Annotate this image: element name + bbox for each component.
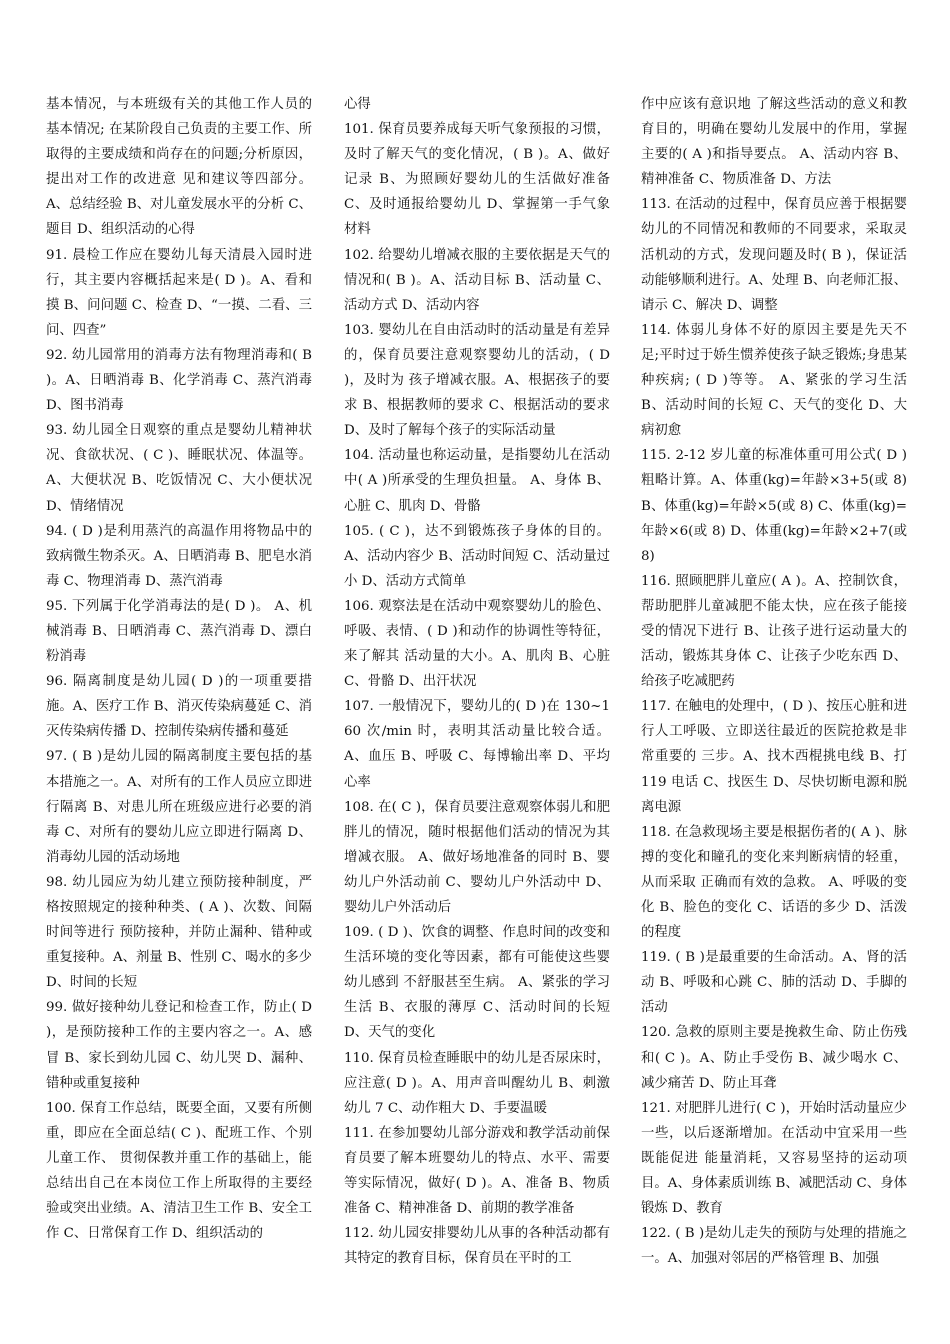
paragraph: 97. ( B )是幼儿园的隔离制度主要包括的基本措施之一。A、对所有的工作人员应立即进行隔离 B、对患儿所在班级应进行必要的消毒 C、对所有的婴幼儿应立即进行隔离 D、消毒幼儿园的活动场地 [46,749,312,865]
paragraph: 93. 幼儿园全日观察的重点是婴幼儿精神状况、食欲状况、( C )、睡眠状况、体温等。A、大便状况 B、吃饭情况 C、大小便状况 D、情绪情况 [46,423,312,514]
paragraph: 100. 保育工作总结，既要全面，又要有所侧重，即应在全面总结( C )、配班工作、个别儿童工作、 贯彻保教并重工作的基础上，能总结出自己在本岗位工作上所取得的主要经验或突出业绩。A、清洁卫生工作 B、安全工作 C、日常保育工作 D、组织活动的 [46,1100,312,1242]
paragraph: 121. 对肥胖儿进行( C )，开始时活动量应少一些，以后逐渐增加。在活动中宜采用一些既能促进 能量消耗，又容易坚持的运动项目。A、身体素质训练 B、减肥活动 C、身体锻炼 D、教育 [641,1100,907,1217]
paragraph: 118. 在急救现场主要是根据伤者的( A )、脉搏的变化和瞳孔的变化来判断病情的轻重，从而采取 正确而有效的急救。 A、呼吸的变化 B、脸色的变化 C、话语的多少 D、活泼的程度 [641,824,907,941]
text-column-right [641,92,907,1271]
paragraph: 106. 观察法是在活动中观察婴幼儿的脸色、呼吸、表情、( D )和动作的协调性等特征，来了解其 活动量的大小。A、肌肉 B、心脏 C、骨骼 D、出汗状况 [344,598,610,690]
paragraph: 120. 急救的原则主要是挽救生命、防止伤残和( C )。A、防止手受伤 B、减少喝水 C、减少痛苦 D、防止耳聋 [641,1025,907,1091]
paragraph: 心得 [344,97,371,112]
paragraph: 112. 幼儿园安排婴幼儿从事的各种活动都有其特定的教育目标，保育员在平时的工 [344,1226,610,1267]
paragraph: 109. ( D )、饮食的调整、作息时间的改变和生活环境的变化等因素，都有可能使这些婴幼儿感到 不舒服甚至生病。 A、紧张的学习生活 B、衣服的薄厚 C、活动时间的长短 D、天气的变化 [344,925,610,1041]
paragraph: 103. 婴幼儿在自由活动时的活动量是有差异的，保育员要注意观察婴幼儿的活动，( D )，及时为 孩子增减衣服。A、根据孩子的要求 B、根据教师的要求 C、根据活动的要求 D、及时了解每个孩子的实际活动量 [344,322,610,439]
paragraph: 113. 在活动的过程中，保育员应善于根据婴幼儿的不同情况和教师的不同要求，采取灵活机动的方式，发现问题及时( B )，保证活动能够顺利进行。A、处理 B、向老师汇报、请示 C、解决 D、调整 [641,197,907,313]
paragraph: 94. ( D )是利用蒸汽的高温作用将物品中的致病微生物杀灭。A、日晒消毒 B、肥皂水消毒 C、物理消毒 D、蒸汽消毒 [46,523,312,589]
paragraph: 104. 活动量也称运动量，是指婴幼儿在活动中( A )所承受的生理负担量。 A、身体 B、心脏 C、肌肉 D、骨骼 [344,448,610,514]
paragraph: 96. 隔离制度是幼儿园( D )的一项重要措施。A、医疗工作 B、消灭传染病蔓延 C、消灭传染病传播 D、控制传染病传播和蔓延 [46,674,312,740]
paragraph: 101. 保育员要养成每天听气象预报的习惯，及时了解天气的变化情况，( B )。A、做好记录 B、为照顾好婴幼儿的生活做好准备 C、及时通报给婴幼儿 D、掌握第一手气象材料 [344,122,610,238]
paragraph: 102. 给婴幼儿增减衣服的主要依据是天气的情况和( B )。A、活动目标 B、活动量 C、活动方式 D、活动内容 [344,247,610,313]
paragraph: 117. 在触电的处理中，( D )、按压心脏和进行人工呼吸、立即送往最近的医院抢救是非常重要的 三步。A、找木西棍挑电线 B、打 119 电话 C、找医生 D、尽快切断电源和脱离电源 [641,699,907,815]
paragraph: 108. 在( C )，保育员要注意观察体弱儿和肥胖儿的情况，随时根据他们活动的情况为其增减衣服。 A、做好场地准备的同时 B、婴幼儿户外活动前 C、婴幼儿户外活动中 D、婴幼儿户外活动后 [344,799,610,915]
paragraph: 114. 体弱儿身体不好的原因主要是先天不足;平时过于娇生惯养使孩子缺乏锻炼;身患某种疾病; ( D )等等。 A、紧张的学习生活 B、活动时间的长短 C、天气的变化 D、大病初愈 [641,322,907,439]
paragraph: 111. 在参加婴幼儿部分游戏和教学活动前保育员要了解本班婴幼儿的特点、水平、需要等实际情况，做好( D )。A、准备 B、物质准备 C、精神准备 D、前期的教学准备 [344,1125,610,1217]
paragraph: 98. 幼儿园应为幼儿建立预防接种制度，严格按照规定的接种种类、( A )、次数、间隔时间等进行 预防接种，并防止漏种、错种或重复接种。A、剂量 B、性别 C、喝水的多少 D、时间的长短 [46,874,312,991]
paragraph: 91. 晨检工作应在婴幼儿每天清晨入园时进行，其主要内容概括起来是( D )。A、看和摸 B、问问题 C、检查 D、“一摸、二看、三问、四查” [46,247,312,338]
paragraph: 105. ( C )，达不到锻炼孩子身体的目的。A、活动内容少 B、活动时间短 C、活动量过小 D、活动方式简单 [344,523,610,589]
paragraph: 作中应该有意识地 了解这些活动的意义和教育目的，明确在婴幼儿发展中的作用，掌握主要的( A )和指导要点。 A、活动内容 B、精神准备 C、物质准备 D、方法 [641,97,907,188]
paragraph: 95. 下列属于化学消毒法的是( D )。 A、机械消毒 B、日晒消毒 C、蒸汽消毒 D、漂白粉消毒 [46,598,312,665]
paragraph: 99. 做好接种幼儿登记和检查工作，防止( D )，是预防接种工作的主要内容之一。A、感冒 B、家长到幼儿园 C、幼儿哭 D、漏种、错种或重复接种 [46,1000,312,1091]
paragraph: 110. 保育员检查睡眠中的幼儿是否尿床时，应注意( D )。A、用声音叫醒幼儿 B、刺激幼儿 7 C、动作粗大 D、手要温暖 [344,1050,610,1116]
paragraph: 122. ( B )是幼儿走失的预防与处理的措施之一。A、加强对邻居的严格管理 B、加强 [641,1226,907,1267]
text-column-middle [344,92,610,1271]
paragraph: 119. ( B )是最重要的生命活动。A、肾的活动 B、呼吸和心跳 C、肺的活动 D、手脚的活动 [641,950,907,1016]
paragraph: 92. 幼儿园常用的消毒方法有物理消毒和( B )。A、日晒消毒 B、化学消毒 C、蒸汽消毒 D、图书消毒 [46,347,312,414]
paragraph: 基本情况，与本班级有关的其他工作人员的基本情况; 在某阶段自己负责的主要工作、所取得的主要成绩和尚存在的问题;分析原因，提出对工作的改进意 见和建议等四部分。A、总结经验 B、对儿童发展水平的分析 C、题目 D、组织活动的心得 [46,97,312,238]
paragraph: 116. 照顾肥胖儿童应( A )。A、控制饮食，帮助肥胖儿童减肥不能太快，应在孩子能接受的情况下进行 B、让孩子进行运动量大的活动，锻炼其身体 C、让孩子少吃东西 D、给孩子吃减肥药 [641,573,907,690]
paragraph: 107. 一般情况下，婴幼儿的( D )在 130~160 次/min 时，表明其活动量比较合适。A、血压 B、呼吸 C、每博输出率 D、平均心率 [344,699,610,790]
text-column-left [46,92,312,1246]
paragraph: 115. 2-12 岁儿童的标准体重可用公式( D )粗略计算。A、体重(kg)=年龄×3+5(或 8) B、体重(kg)=年龄×5(或 8) C、体重(kg)=年龄×6(或 8) D、体重(kg)=年龄×2+7(或 8) [641,448,907,564]
